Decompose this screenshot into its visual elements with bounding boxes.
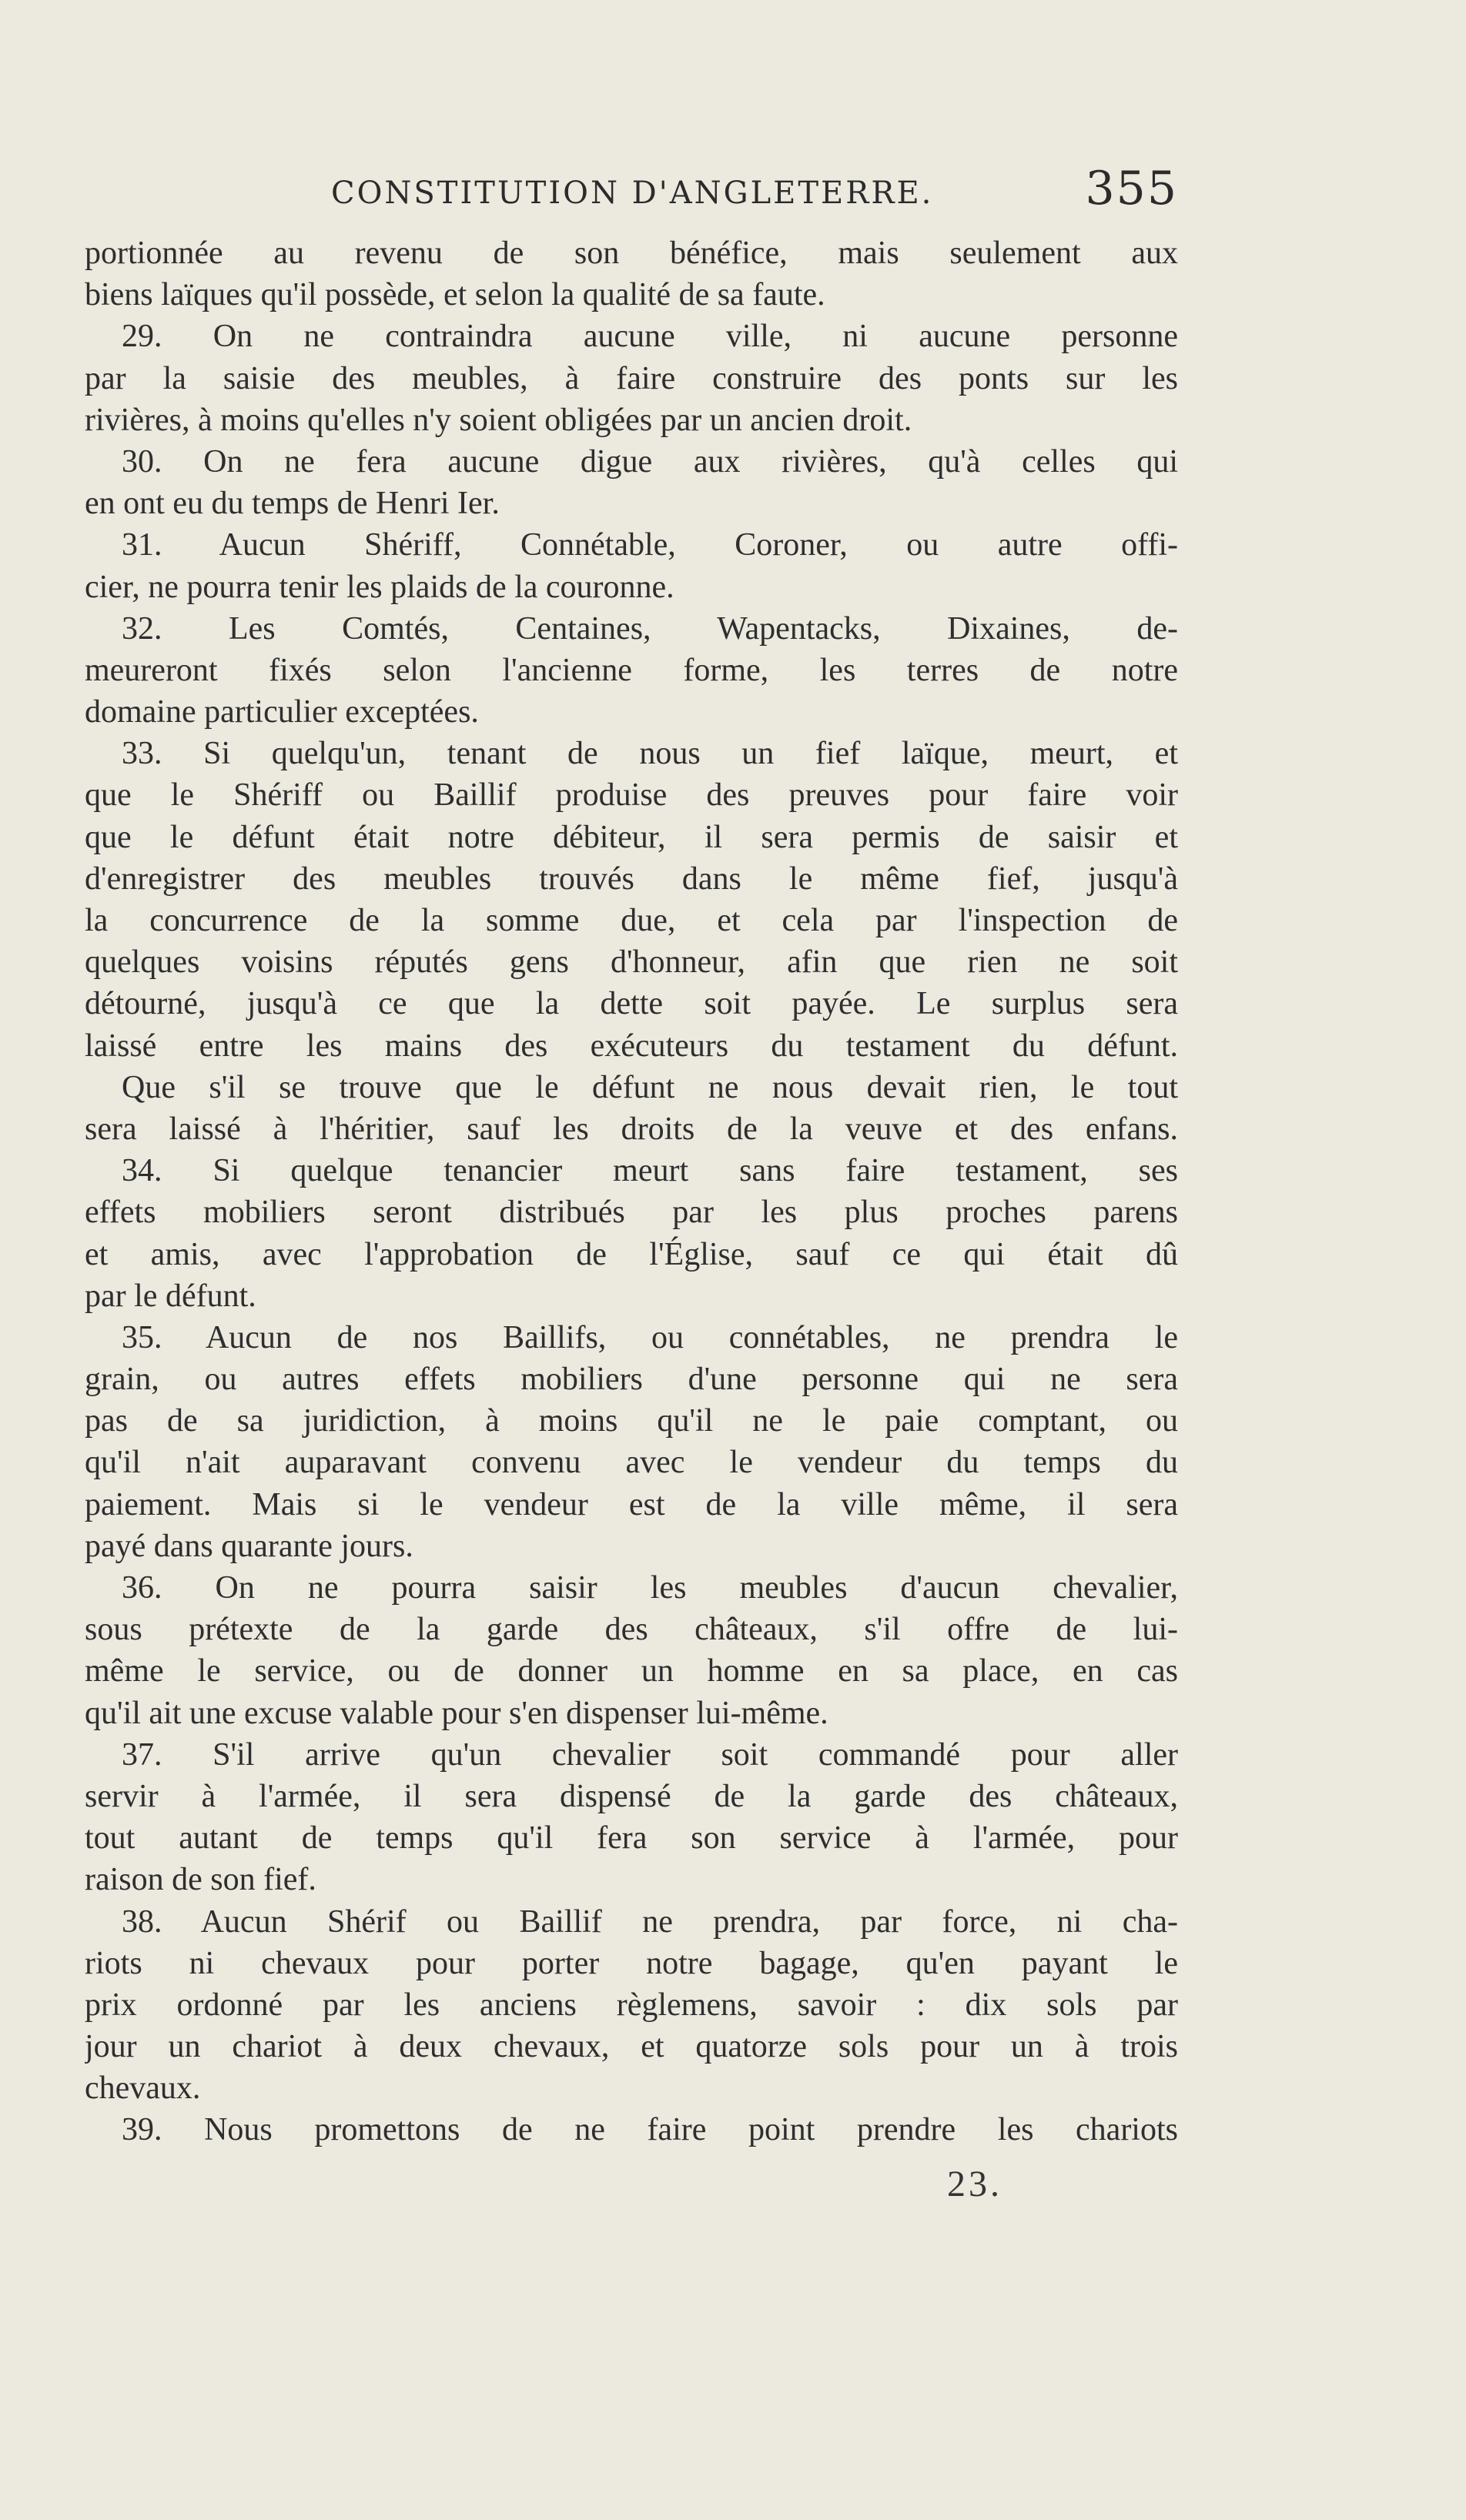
text-line: chevaux. xyxy=(85,2070,201,2107)
page-header xyxy=(331,162,1178,216)
text-line: 32. Les Comtés, Centaines, Wapentacks, Dixaines, de- xyxy=(122,610,1178,647)
running-head: CONSTITUTION D'ANGLETERRE. xyxy=(331,175,934,211)
text-line: tout autant de temps qu'il fera son service à l'armée, pour xyxy=(85,1820,1178,1857)
text-line: 34. Si quelque tenancier meurt sans faire testament, ses xyxy=(122,1153,1178,1189)
text-line: quelques voisins réputés gens d'honneur, afin que rien ne soit xyxy=(85,944,1178,981)
text-line: par le défunt. xyxy=(85,1278,256,1314)
text-line: qu'il ait une excuse valable pour s'en dispenser lui-même. xyxy=(85,1695,828,1731)
text-line: 38. Aucun Shérif ou Baillif ne prendra, par force, ni cha- xyxy=(122,1903,1178,1940)
text-line: 33. Si quelqu'un, tenant de nous un fief laïque, meurt, et xyxy=(122,736,1178,772)
text-line: portionnée au revenu de son bénéfice, mais seulement aux xyxy=(85,236,1178,271)
text-line: que le Shériff ou Baillif produise des preuves pour faire voir xyxy=(85,777,1178,814)
text-line: que le défunt était notre débiteur, il sera permis de saisir et xyxy=(85,819,1178,855)
text-line: grain, ou autres effets mobiliers d'une personne qui ne sera xyxy=(85,1362,1178,1398)
text-line: 37. S'il arrive qu'un chevalier soit commandé pour aller xyxy=(122,1736,1178,1773)
text-line: 29. On ne contraindra aucune ville, ni aucune personne xyxy=(122,319,1178,355)
text-line: cier, ne pourra tenir les plaids de la couronne. xyxy=(85,569,674,605)
text-line: par la saisie des meubles, à faire construire des ponts sur les xyxy=(85,360,1178,396)
text-line: 35. Aucun de nos Baillifs, ou connétables, ne prendra le xyxy=(122,1319,1178,1355)
text-line: en ont eu du temps de Henri Ier. xyxy=(85,486,500,522)
text-line: Que s'il se trouve que le défunt ne nous devait rien, le tout xyxy=(122,1069,1178,1105)
text-line: même le service, ou de donner un homme en sa place, en cas xyxy=(85,1653,1178,1689)
text-line: meureront fixés selon l'ancienne forme, les terres de notre xyxy=(85,652,1178,688)
text-line: effets mobiliers seront distribués par les plus proches parens xyxy=(85,1195,1178,1231)
text-line: riots ni chevaux pour porter notre bagage, qu'en payant le xyxy=(85,1945,1178,1981)
body-text xyxy=(85,232,1178,2151)
text-line: sera laissé à l'héritier, sauf les droits de la veuve et des enfans. xyxy=(85,1111,1178,1147)
text-line: raison de son fief. xyxy=(85,1862,316,1898)
page-number: 355 xyxy=(1085,162,1178,216)
text-line: payé dans quarante jours. xyxy=(85,1528,413,1564)
text-line: rivières, à moins qu'elles n'y soient obligées par un ancien droit. xyxy=(85,402,912,438)
text-line: 36. On ne pourra saisir les meubles d'aucun chevalier, xyxy=(122,1570,1178,1606)
text-line: pas de sa juridiction, à moins qu'il ne le paie comptant, ou xyxy=(85,1403,1178,1439)
text-line: détourné, jusqu'à ce que la dette soit payée. Le surplus sera xyxy=(85,986,1178,1022)
text-line: 30. On ne fera aucune digue aux rivières, qu'à celles qui xyxy=(122,443,1178,480)
text-line: et amis, avec l'approbation de l'Église, sauf ce qui était dû xyxy=(85,1236,1178,1272)
text-line: paiement. Mais si le vendeur est de la ville même, il sera xyxy=(85,1486,1178,1522)
signature-mark: 23. xyxy=(947,2164,1002,2204)
text-line: laissé entre les mains des exécuteurs du testament du défunt. xyxy=(85,1028,1178,1064)
text-line: domaine particulier exceptées. xyxy=(85,694,479,730)
text-line: biens laïques qu'il possède, et selon la qualité de sa faute. xyxy=(85,277,825,313)
text-line: 31. Aucun Shériff, Connétable, Coroner, ou autre offi- xyxy=(122,527,1178,563)
text-line: sous prétexte de la garde des châteaux, s'il offre de lui- xyxy=(85,1612,1178,1648)
text-line: 39. Nous promettons de ne faire point prendre les chariots xyxy=(122,2112,1178,2148)
text-line: qu'il n'ait auparavant convenu avec le vendeur du temps du xyxy=(85,1445,1178,1481)
text-line: la concurrence de la somme due, et cela par l'inspection de xyxy=(85,903,1178,938)
text-line: jour un chariot à deux chevaux, et quatorze sols pour un à trois xyxy=(85,2029,1178,2065)
text-line: d'enregistrer des meubles trouvés dans le même fief, jusqu'à xyxy=(85,861,1178,897)
text-line: prix ordonné par les anciens règlemens, savoir : dix sols par xyxy=(85,1987,1178,2023)
text-line: servir à l'armée, il sera dispensé de la garde des châteaux, xyxy=(85,1778,1178,1814)
